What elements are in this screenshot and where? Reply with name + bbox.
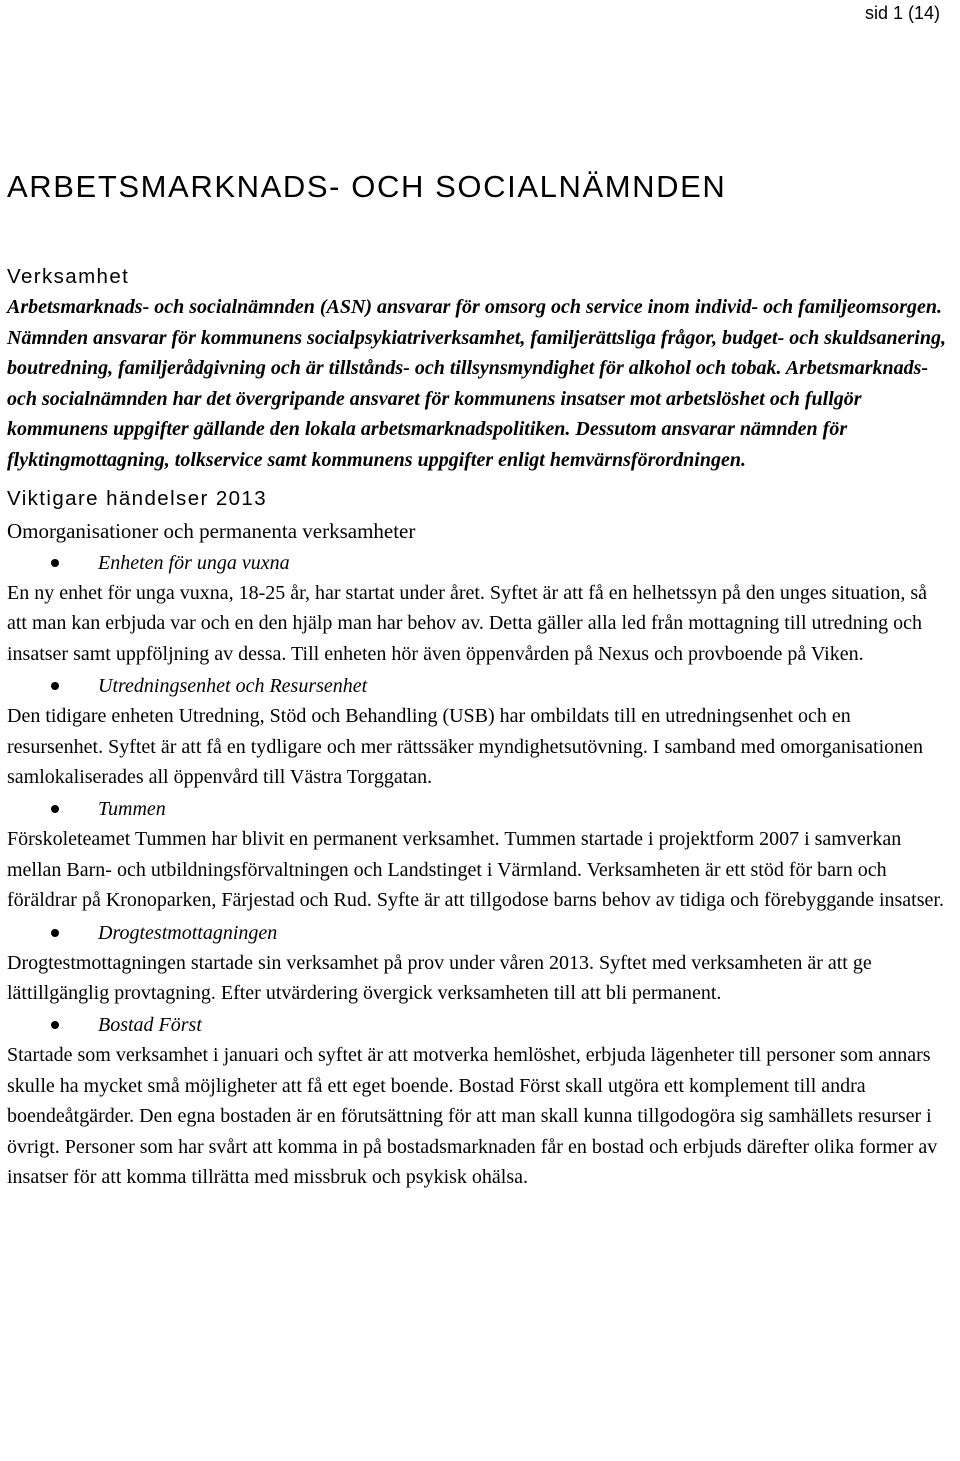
bullet-icon [51, 929, 59, 937]
bullet-icon [51, 1021, 59, 1029]
item-label: Enheten för unga vuxna [98, 552, 290, 574]
heading-reorganisations: Omorganisationer och permanenta verksamheter [7, 519, 416, 543]
item-label: Tummen [98, 798, 166, 821]
list-item [7, 548, 947, 578]
item-paragraph: Drogtestmottagningen startade sin verksamhet på prov under våren 2013. Syftet med verksamheten är att ge lättillgänglig provtagning. Efter utvärdering övergick verksamheten till att bli permanent. [7, 951, 872, 1005]
verksamhet-paragraph: Arbetsmarknads- och socialnämnden (ASN) ansvarar för omsorg och service inom individ- och familjeomsorgen. Nämnden ansvarar för kommunens socialpsykiatriverksamhet, familjerättsliga frågor, budget- och skuldsanering, boutredning, familjerådgivning och är tillstånds- och tillsynsmyndighet för alkohol och tobak. Arbetsmarknads- och socialnämnden har det övergripande ansvaret för kommunens insatser mot arbetslöshet och fullgör kommunens uppgifter gällande den lokala arbetsmarknadspolitiken. Dessutom ansvarar nämnden för flyktingmottagning, tolkservice samt kommunens uppgifter enligt hemvärnsförordningen. [7, 296, 946, 471]
item-paragraph: Den tidigare enheten Utredning, Stöd och Behandling (USB) har ombildats till en utredningsenhet och en resursenhet. Syftet är att få en tydligare och mer rättssäker myndighetsutövning. I samband med omorganisationen samlokaliserades all öppenvård till Västra Torggatan. [7, 705, 924, 789]
page-number: sid 1 (14) [864, 3, 940, 23]
heading-verksamhet: Verksamhet [7, 265, 130, 288]
item-label: Utredningsenhet och Resursenhet [98, 675, 368, 698]
item-label: Drogtestmottagningen [98, 921, 278, 944]
heading-events-2013: Viktigare händelser 2013 [7, 487, 268, 510]
list-item [7, 1010, 947, 1040]
list-item [7, 794, 947, 824]
bullet-icon [51, 805, 59, 813]
document-body [7, 264, 947, 1193]
bullet-icon [51, 559, 59, 567]
item-paragraph: Förskoleteamet Tummen har blivit en permanent verksamhet. Tummen startade i projektform 2007 i samverkan mellan Barn- och utbildningsförvaltningen och Landstinget i Värmland. Verksamheten är ett stöd för barn och föräldrar på Kronoparken, Färjestad och Rud. Syfte är att tillgodose barns behov av tidiga och förebyggande insatser. [7, 828, 944, 912]
item-paragraph: Startade som verksamhet i januari och syftet är att motverka hemlöshet, erbjuda lägenheter till personer som annars skulle ha mycket små möjligheter att få ett eget boende. Bostad Först skall utgöra ett komplement till andra boendeåtgärder. Den egna bostaden är en förutsättning för att man skall kunna tillgodogöra sig samhällets resurser i övrigt. Personer som har svårt att komma in på bostadsmarknaden får en bostad och erbjuds därefter olika former av insatser för att komma tillrätta med missbruk och psykisk ohälsa. [7, 1044, 938, 1189]
bullet-icon [51, 682, 59, 690]
list-item [7, 918, 947, 948]
item-paragraph: En ny enhet för unga vuxna, 18-25 år, har startat under året. Syftet är att få en helhetssyn på den unges situation, så att man kan erbjuda var och en den hjälp man har behov av. Detta gäller alla led från mottagning till utredning och insatser samt uppföljning av dessa. Till enheten hör även öppenvården på Nexus och provboende på Viken. [7, 582, 928, 665]
item-label: Bostad Först [98, 1014, 202, 1037]
document-title: ARBETSMARKNADS- OCH SOCIALNÄMNDEN [7, 169, 727, 204]
list-item [7, 671, 947, 701]
